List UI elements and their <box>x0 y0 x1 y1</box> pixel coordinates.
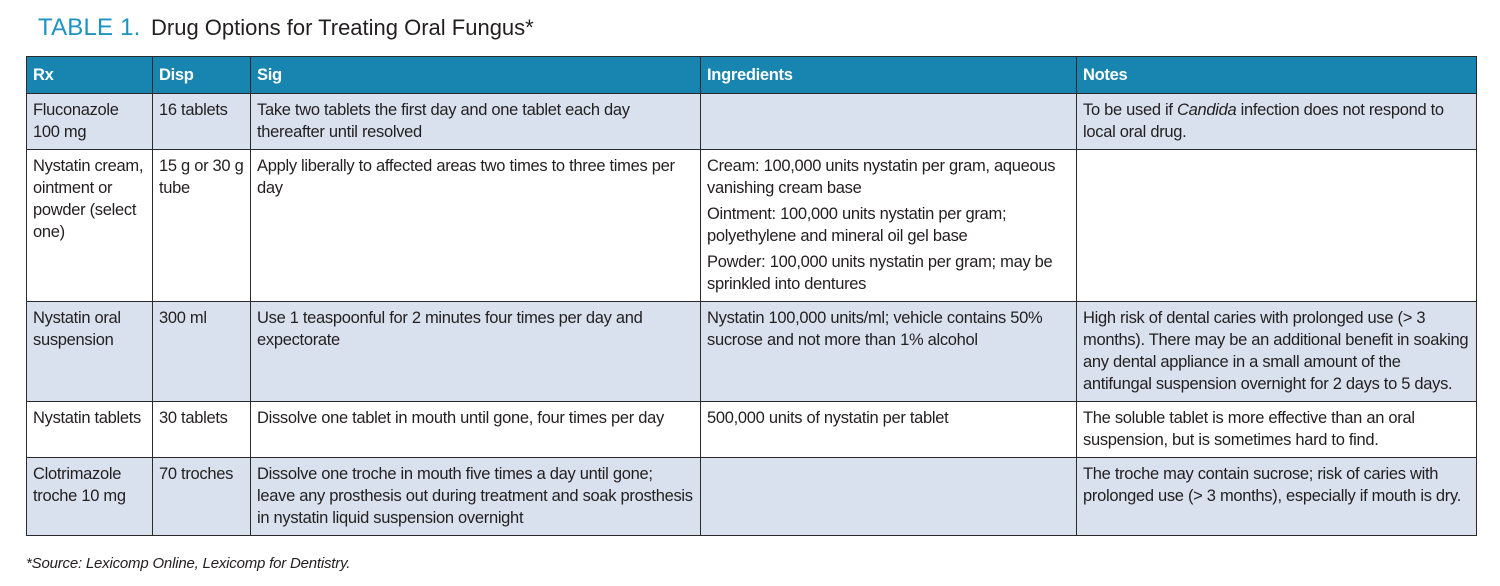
ingredient-entry: Powder: 100,000 units nystatin per gram; may be sprinkled into dentures <box>707 253 1053 293</box>
notes-cell <box>1077 150 1477 302</box>
ingredient-entry: Cream: 100,000 units nystatin per gram, aqueous vanishing cream base <box>707 157 1056 197</box>
table-row <box>27 458 1477 536</box>
column-header-notes: Notes <box>1077 57 1477 94</box>
column-header-ingredients: Ingredients <box>701 57 1077 94</box>
notes-text: infection does not respond to local oral drug. <box>1083 101 1444 141</box>
source-footnote: *Source: Lexicomp Online, Lexicomp for Dentistry. <box>26 555 351 572</box>
rx-cell: Nystatin cream, ointment or powder (select one) <box>27 150 153 302</box>
notes-italic-term: Candida <box>1176 101 1237 119</box>
rx-cell: Fluconazole 100 mg <box>27 94 153 150</box>
table-row <box>27 94 1477 150</box>
table-header-row <box>27 57 1477 94</box>
ingredients-cell <box>701 402 1077 458</box>
notes-cell: The soluble tablet is more effective than an oral suspension, but is sometimes hard to find. <box>1077 402 1477 458</box>
sig-cell: Dissolve one troche in mouth five times a day until gone; leave any prosthesis out during treatment and soak prosthesis in nystatin liquid suspension overnight <box>251 458 701 536</box>
column-header-disp: Disp <box>153 57 251 94</box>
disp-cell: 70 troches <box>153 458 251 536</box>
drug-options-table <box>26 56 1477 536</box>
table-title <box>38 14 534 50</box>
column-header-rx: Rx <box>27 57 153 94</box>
sig-cell: Take two tablets the first day and one tablet each day thereafter until resolved <box>251 94 701 150</box>
rx-cell: Clotrimazole troche 10 mg <box>27 458 153 536</box>
notes-cell <box>1077 94 1477 150</box>
sig-cell: Apply liberally to affected areas two times to three times per day <box>251 150 701 302</box>
ingredients-cell <box>701 302 1077 402</box>
ingredient-entry: 500,000 units of nystatin per tablet <box>707 409 949 427</box>
ingredient-entry: Nystatin 100,000 units/ml; vehicle contains 50% sucrose and not more than 1% alcohol <box>707 309 1043 349</box>
rx-cell: Nystatin tablets <box>27 402 153 458</box>
table-row <box>27 302 1477 402</box>
sig-cell: Dissolve one tablet in mouth until gone, four times per day <box>251 402 701 458</box>
ingredients-cell <box>701 458 1077 536</box>
table-title-text: Drug Options for Treating Oral Fungus* <box>151 15 534 40</box>
disp-cell: 300 ml <box>153 302 251 402</box>
table-number-label: TABLE 1. <box>38 14 141 41</box>
ingredients-cell <box>701 94 1077 150</box>
notes-cell: The troche may contain sucrose; risk of caries with prolonged use (> 3 months), especially if mouth is dry. <box>1077 458 1477 536</box>
ingredients-cell <box>701 150 1077 302</box>
ingredient-entry: Ointment: 100,000 units nystatin per gram; polyethylene and mineral oil gel base <box>707 205 1007 245</box>
sig-cell: Use 1 teaspoonful for 2 minutes four times per day and expectorate <box>251 302 701 402</box>
table-row <box>27 150 1477 302</box>
column-header-sig: Sig <box>251 57 701 94</box>
rx-cell: Nystatin oral suspension <box>27 302 153 402</box>
notes-text: To be used if <box>1083 101 1177 119</box>
notes-cell: High risk of dental caries with prolonged use (> 3 months). There may be an additional benefit in soaking any dental appliance in a small amount of the antifungal suspension overnight for 2 days to 5 days. <box>1077 302 1477 402</box>
disp-cell: 15 g or 30 g tube <box>153 150 251 302</box>
table-row <box>27 402 1477 458</box>
disp-cell: 16 tablets <box>153 94 251 150</box>
disp-cell: 30 tablets <box>153 402 251 458</box>
